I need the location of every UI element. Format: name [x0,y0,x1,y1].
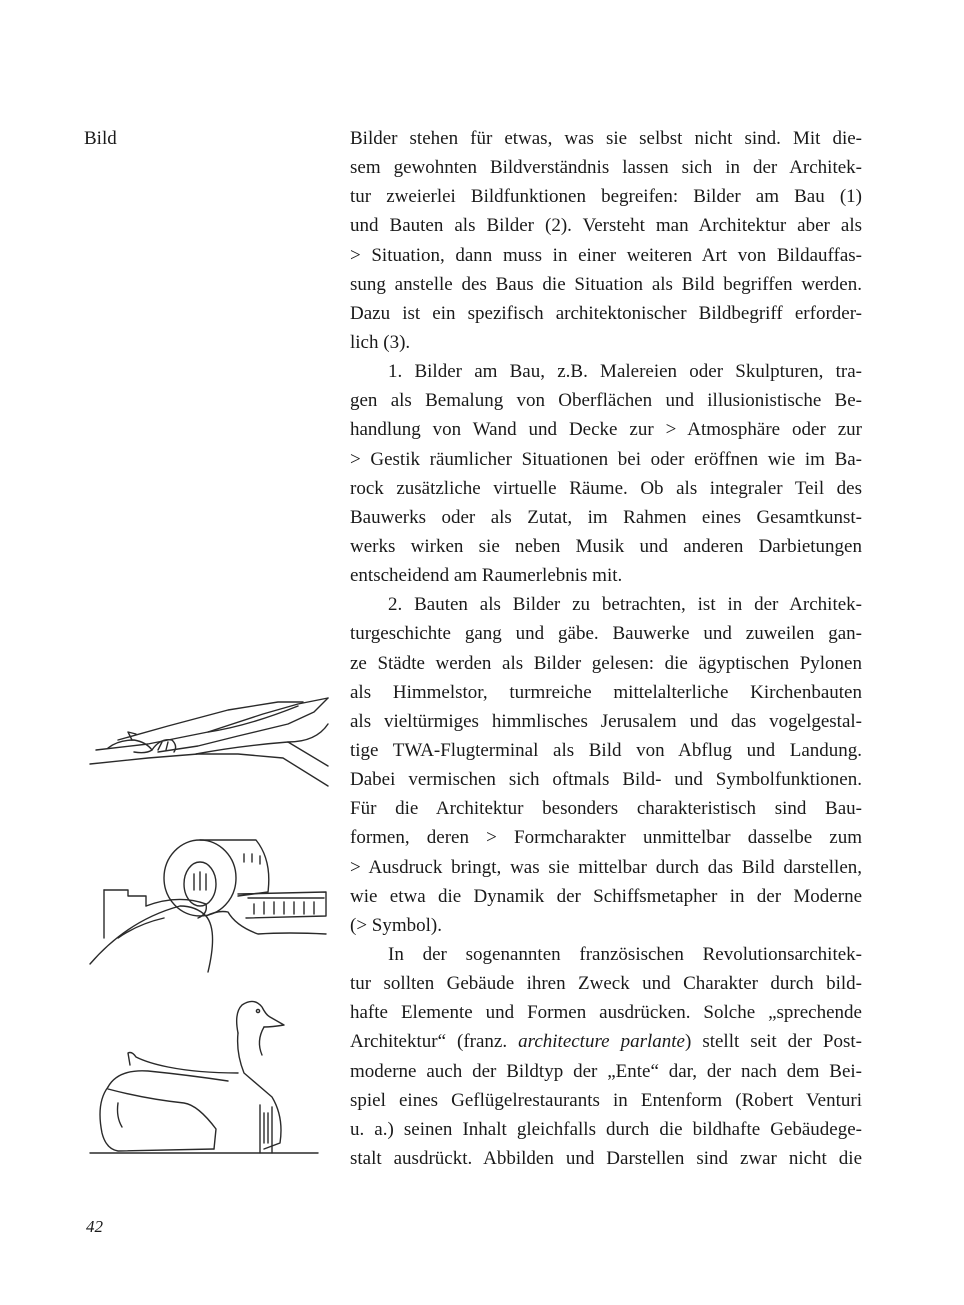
text-line: lich (3). [350,331,411,353]
text-line: entscheidend am Raumerlebnis mit. [350,565,623,587]
text-line: Für die Architektur besonders charakteristisch sind Bau- [350,798,862,820]
text-line: werks wirken sie neben Musik und anderen Darbietungen [350,535,862,557]
text-line: 1. Bilder am Bau, z.B. Malereien oder Skulpturen, tra- [388,361,862,383]
text-line: moderne auch der Bildtyp der „Ente“ dar, der nach dem Bei- [350,1060,862,1082]
text-line: > Gestik räumlicher Situationen bei oder eröffnen wie im Ba- [350,448,862,470]
text-line: > Ausdruck bringt, was sie mittelbar durch das Bild darstellen, [350,856,862,878]
text-line: 2. Bauten als Bilder zu betrachten, ist in der Architek- [388,594,862,616]
ship-building-sketch-icon [88,834,334,974]
text-line: formen, deren > Formcharakter unmittelbar dasselbe zum [350,827,862,849]
text-line: Dazu ist ein spezifisch architektonischer Bildbegriff erforder- [350,302,862,324]
text-line: hafte Elemente und Formen ausdrücken. Solche „sprechende [350,1002,862,1024]
text-line: sem gewohnten Bildverständnis lassen sich in der Architek- [350,157,862,179]
text-line [350,1027,862,1056]
twa-terminal-sketch-icon [88,688,334,788]
text-segment: Architektur“ (franz. [350,1031,519,1053]
text-line: handlung von Wand und Decke zur > Atmosphäre oder zur [350,419,862,441]
text-line: stalt ausdrückt. Abbilden und Darstellen sind zwar nicht die [350,1147,862,1169]
entry-title: Bild [84,128,117,149]
text-line: tur zweierlei Bildfunktionen begreifen: Bilder am Bau (1) [350,186,862,208]
text-line: tur sollten Gebäude ihren Zweck und Charakter durch bild- [350,973,862,995]
body-text [350,124,862,1173]
text-line: ze Städte werden als Bilder gelesen: die ägyptischen Pylonen [350,652,862,674]
text-line: als vieltürmiges himmlisches Jerusalem und das vogelgestal- [350,710,862,732]
text-line: In der sogenannten französischen Revolutionsarchitek- [388,943,862,965]
text-line: Dabei vermischen sich oftmals Bild- und Symbolfunktionen. [350,769,862,791]
page-number: 42 [86,1217,103,1236]
text-line: Bauwerks oder als Zutat, im Rahmen eines Gesamtkunst- [350,506,862,528]
text-line: sung anstelle des Baus die Situation als Bild begriffen werden. [350,273,862,295]
text-line: turgeschichte gang und gäbe. Bauwerke und zuweilen gan- [350,623,862,645]
text-line: Bilder stehen für etwas, was sie selbst nicht sind. Mit die- [350,128,862,149]
text-line: spiel eines Geflügelrestaurants in Entenform (Robert Venturi [350,1089,862,1111]
duck-building-sketch-icon [88,993,334,1163]
text-line: tige TWA-Flugterminal als Bild von Abflug und Landung. [350,739,862,761]
text-line: gen als Bemalung von Oberflächen und illusionistische Be- [350,390,862,412]
text-line: und Bauten als Bilder (2). Versteht man Architektur aber als [350,215,862,237]
text-segment: ) stellt seit der Post- [684,1031,863,1053]
text-line: als Himmelstor, turmreiche mittelalterliche Kirchenbauten [350,681,862,703]
text-line: > Situation, dann muss in einer weiteren Art von Bildauffas- [350,244,862,266]
text-line: rock zusätzliche virtuelle Räume. Ob als integraler Teil des [350,477,862,499]
text-line: (> Symbol). [350,914,442,936]
text-line: u. a.) seinen Inhalt gleichfalls durch die bildhafte Gebäudege- [350,1118,862,1140]
italic-term: architecture parlante [518,1031,685,1053]
text-line: wie etwa die Dynamik der Schiffsmetapher in der Moderne [350,885,862,907]
